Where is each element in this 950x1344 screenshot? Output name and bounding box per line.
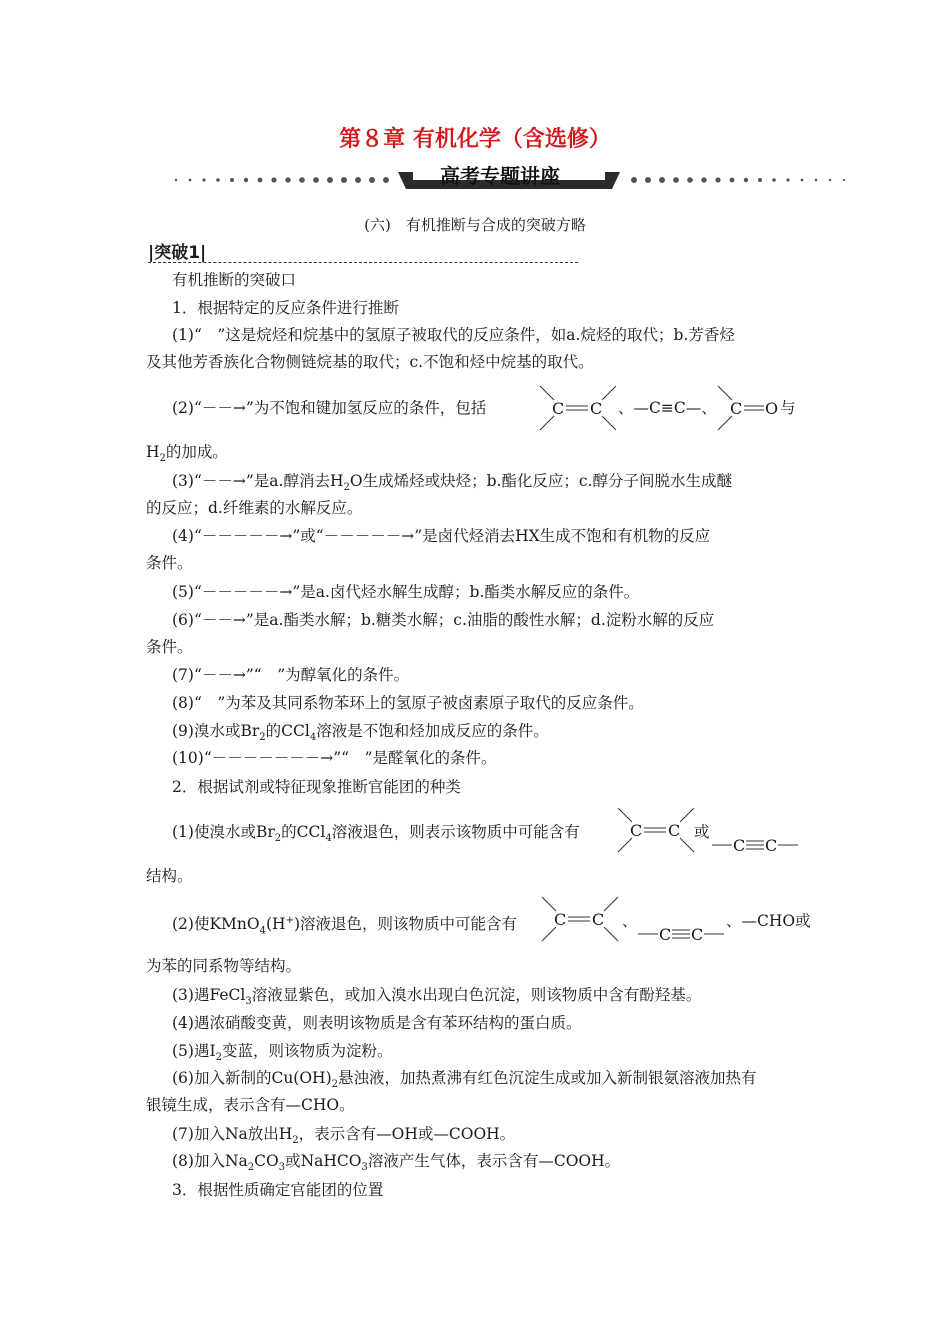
carbon-label: C: [733, 836, 746, 855]
banner-title: 高考专题讲座: [440, 164, 560, 188]
item-7: (7)“－－→”“ ”为醇氧化的条件。: [172, 666, 410, 684]
item-2-line2: $H_2$的加成。: [146, 443, 228, 465]
carbon-label: C: [659, 925, 672, 944]
item-8: (8)“ ”为苯及其同系物苯环上的氢原子被卤素原子取代的反应条件。: [172, 694, 644, 712]
item-1-line2: 及其他芳香族化合物侧链烷基的取代；c.不饱和烃中烷基的取代。: [146, 353, 594, 371]
carbon-label: C: [590, 399, 603, 418]
item-10: (10)“－－－－－－－→”“ ”是醛氧化的条件。: [172, 749, 497, 767]
item-6-line1: (6)“－－→”是a.酯类水解；b.糖类水解；c.油脂的酸性水解；d.淀粉水解的反应: [172, 611, 715, 629]
test-4: (4)遇浓硝酸变黄，则表明该物质是含有苯环结构的蛋白质。: [172, 1014, 582, 1032]
alkene-double-bond-structure: [540, 895, 620, 945]
item-2-text-b: 、—C≡C—、: [618, 399, 717, 417]
item-2-text-a: (2)“－－→”为不饱和键加氢反应的条件，包括: [172, 399, 487, 417]
carbon-label: C: [592, 910, 605, 929]
alkyne-triple-bond-structure: [638, 923, 726, 947]
test-7: (7)加入Na放出$H_2$，表示含有—OH或—COOH。: [172, 1125, 516, 1147]
section-heading: 有机推断的突破口: [172, 271, 297, 289]
test-2-end: 、—CHO或: [726, 912, 811, 930]
item-2-text-c: 与: [780, 399, 796, 417]
item-3-line2: 的反应；d.纤维素的水解反应。: [146, 499, 363, 517]
carbon-label: C: [730, 399, 743, 418]
chapter-title: 第８章 有机化学（含选修）: [339, 127, 611, 152]
carbon-label: C: [691, 925, 704, 944]
carbon-label: C: [668, 821, 681, 840]
item-4-line2: 条件。: [146, 554, 193, 572]
item-6-line2: 条件。: [146, 638, 193, 656]
alkene-double-bond-structure: [538, 384, 618, 434]
test-5: (5)遇$I_2$变蓝，则该物质为淀粉。: [172, 1042, 393, 1064]
item-4-line1: (4)“－－－－－→”或“－－－－－→”是卤代烃消去HX生成不饱和有机物的反应: [172, 527, 711, 545]
carbonyl-structure: [716, 384, 780, 434]
test-1-line2: 结构。: [146, 867, 193, 885]
test-2-separator: 、: [622, 912, 638, 930]
alkene-double-bond-structure: [616, 806, 696, 856]
part2-heading: 2．根据试剂或特征现象推断官能团的种类: [172, 778, 461, 796]
lecture-subtitle: (六) 有机推断与合成的突破方略: [364, 216, 586, 234]
breakthrough-label: |突破1|: [148, 243, 207, 263]
test-3: (3)遇FeCl$_3$溶液显紫色，或加入溴水出现白色沉淀，则该物质中含有酚羟基。: [172, 986, 702, 1008]
item-3-line1: (3)“－－→”是a.醇消去$H_2O$生成烯烃或炔烃；b.酯化反应；c.醇分子间脱水生成醚: [172, 472, 733, 494]
carbon-label: C: [554, 910, 567, 929]
test-2-text: (2)使KMnO$_4$(H+)溶液退色，则该物质中可能含有: [172, 915, 518, 937]
item-1-line1: (1)“ ”这是烷烃和烷基中的氢原子被取代的反应条件，如a.烷烃的取代；b.芳香烃: [172, 326, 735, 344]
test-6-line2: 银镜生成，表示含有—CHO。: [146, 1096, 355, 1114]
carbon-label: C: [765, 836, 778, 855]
test-8: (8)加入$Na_2CO_3$或NaHCO$_3$溶液产生气体，表示含有—COOH。: [172, 1152, 621, 1174]
oxygen-label: O: [765, 399, 779, 418]
test-1-text: (1)使溴水或$Br_2$的CCl$_4$溶液退色，则表示该物质中可能含有: [172, 823, 580, 845]
part3-heading: 3．根据性质确定官能团的位置: [172, 1181, 384, 1199]
dashed-divider: [148, 262, 578, 263]
test-6-line1: (6)加入新制的$Cu(OH)_2$悬浊液，加热煮沸有红色沉淀生成或加入新制银氨溶液加热有: [172, 1069, 757, 1091]
part1-heading: 1．根据特定的反应条件进行推断: [172, 299, 399, 317]
carbon-label: C: [630, 821, 643, 840]
test-1-or: 或: [694, 823, 710, 841]
carbon-label: C: [552, 399, 565, 418]
test-2-line2: 为苯的同系物等结构。: [146, 957, 302, 975]
item-5: (5)“－－－－－→”是a.卤代烃水解生成醇；b.酯类水解反应的条件。: [172, 583, 640, 601]
alkyne-triple-bond-structure: [712, 834, 800, 858]
item-9: (9)溴水或$Br_2$的CCl$_4$溶液是不饱和烃加成反应的条件。: [172, 722, 549, 744]
